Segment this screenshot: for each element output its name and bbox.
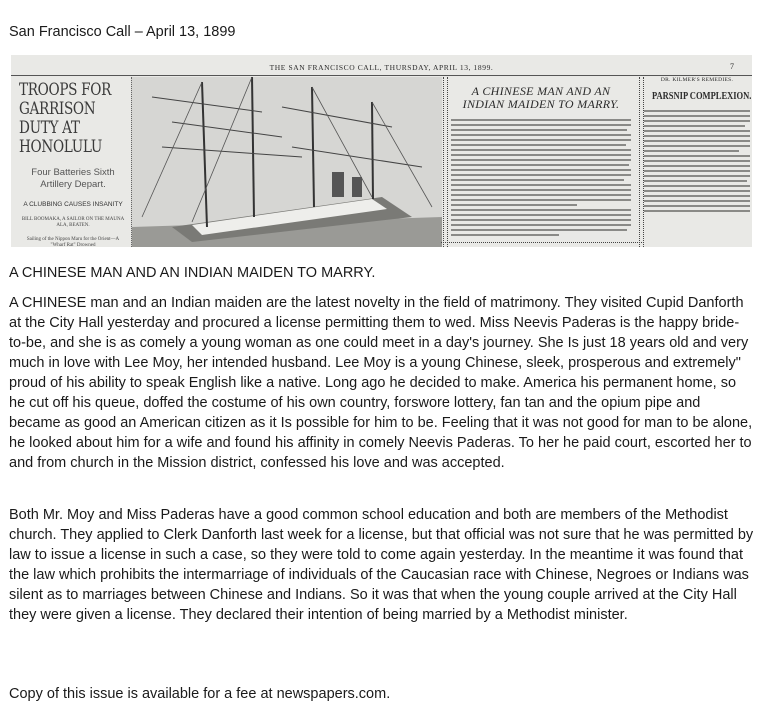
clipping-left-column <box>19 81 127 247</box>
clipping-column-divider <box>443 77 448 247</box>
clipping-rule <box>11 75 752 76</box>
clipping-right-column <box>644 77 750 215</box>
clipping-middle-column <box>451 85 631 239</box>
clipping-right-top-label: DR. KILMER'S REMEDIES. <box>660 77 734 83</box>
source-citation: San Francisco Call – April 13, 1899 <box>9 24 236 40</box>
clipping-body-text <box>451 119 631 236</box>
ship-drawing <box>132 77 442 247</box>
clipping-masthead: THE SAN FRANCISCO CALL, THURSDAY, APRIL 13, 1899. <box>269 63 494 72</box>
clipping-page-number: 7 <box>730 62 734 71</box>
clipping-middle-headline: A CHINESE MAN AND AN INDIAN MAIDEN TO MARRY. <box>462 84 620 111</box>
clipping-left-tiny-text: Sailing of the Nippon Maru for the Orient—A "Wharf Rat" Drowned <box>26 237 120 247</box>
clipping-right-headline: PARSNIP COMPLEXION. <box>651 91 752 102</box>
clipping-right-body-text <box>644 110 750 212</box>
article-paragraph-1: A CHINESE man and an Indian maiden are the latest novelty in the field of matrimony. They visited Cupid Danforth at the City Hall yesterday and procured a license permitting them to wed. Miss Neevis Paderas is the happy bride-to-be, and she is as comely a young woman as one could meet in a day's journey. She Is just 18 years old and very much in love with Lee Moy, her intended husband. Lee Moy is a young Chinese, sleek, prosperous and extremely" proud of his ability to speak English like a native. Long ago he decided to make. America his permanent home, so he cut off his queue, doffed the costume of his own country, forswore lottery, fan tan and the opium pipe and became as good an American citizen as it Is possible for him to be. Feeling that it was not good for man to be alone, he looked about him for a wife and found his affinity in comely Neevis Paderas. To her he paid court, escorted her to and from church in the Mission district, confessed his love and was accepted. <box>9 295 753 471</box>
clipping-left-small-headline: A CLUBBING CAUSES INSANITY <box>23 201 123 208</box>
clipping-left-small-subhead: BILL BOOMAKA, A SAILOR ON THE MAUNA ALA, BEATEN. <box>21 217 125 228</box>
clipping-bottom-border <box>441 242 642 243</box>
clipping-left-headline: TROOPS FOR GARRISON DUTY AT HONOLULU <box>19 80 112 157</box>
ship-illustration <box>131 77 442 247</box>
newspaper-clipping-image <box>11 55 752 247</box>
article-title: A CHINESE MAN AND AN INDIAN MAIDEN TO MARRY. <box>9 265 376 281</box>
article-paragraph-2: Both Mr. Moy and Miss Paderas have a good common school education and both are members of the Methodist church. They applied to Clerk Danforth last week for a license, but that official was not sure that he was permitted by law to issue a license in such a case, so they were told to come again yesterday. In the meantime it was found that the law which prohibits the intermarriage of individuals of the Caucasian race with Chinese, Negroes or Indians was silent as to marriages between Chinese and Indians. So it was that when the young couple arrived at the City Hall they were given a license. They declared their intention of being married by a Methodist minister. <box>9 507 754 623</box>
clipping-left-subhead: Four Batteries Sixth Artillery Depart. <box>31 167 115 190</box>
footer-note: Copy of this issue is available for a fee at newspapers.com. <box>9 686 391 702</box>
